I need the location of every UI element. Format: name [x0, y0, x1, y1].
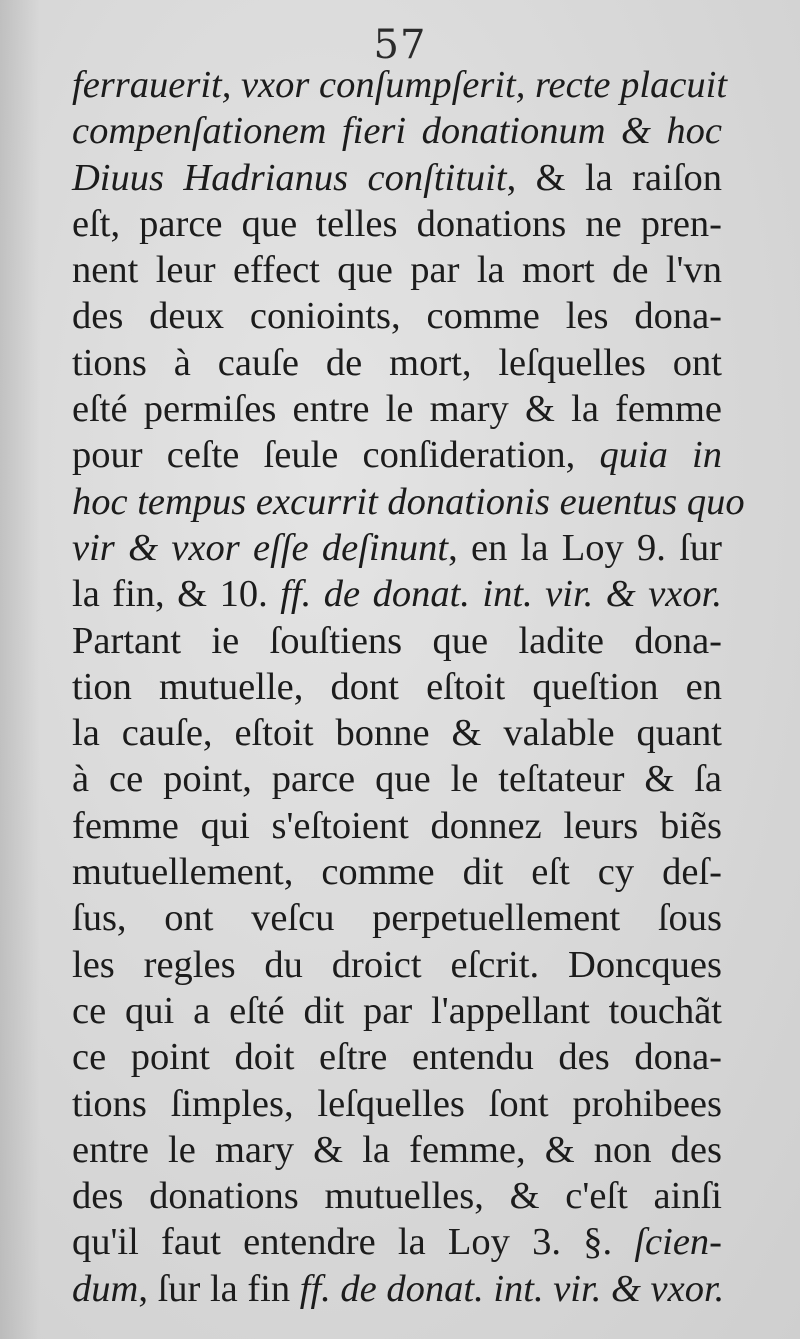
- french-text: tions à cauſe de mort, leſquelles ont: [72, 341, 722, 384]
- latin-citation: hoc tempus excurrit donationis euentus quo: [72, 480, 745, 523]
- gutter-shadow: [0, 0, 40, 1339]
- text-line: [72, 1266, 725, 1312]
- latin-citation: dum: [72, 1267, 139, 1310]
- text-line: [72, 571, 722, 617]
- text-line: [72, 849, 722, 895]
- text-line: [72, 247, 722, 293]
- french-text: ce qui a eſté dit par l'appellant touchãt: [72, 989, 722, 1032]
- text-line: [72, 1173, 722, 1219]
- french-text: Partant ie ſouſtiens que ladite dona-: [72, 619, 722, 662]
- latin-citation: ff. de donat. int. vir. & vxor.: [280, 573, 722, 616]
- french-text: entre le mary & la femme, & non des: [72, 1128, 722, 1171]
- text-line: [72, 479, 745, 525]
- text-line: [72, 62, 728, 108]
- text-line: [72, 988, 722, 1034]
- french-text: eſt, parce que telles donations ne pren-: [72, 202, 722, 245]
- text-line: [72, 1081, 722, 1127]
- text-line: [72, 618, 722, 664]
- text-line: [72, 895, 722, 941]
- french-text: des deux conioints, comme les dona-: [72, 295, 722, 338]
- text-line: [72, 108, 722, 154]
- french-text: à ce point, parce que le teſtateur & ſa: [72, 758, 722, 801]
- text-line: [72, 710, 722, 756]
- text-line: [72, 155, 722, 201]
- french-text: , en la Loy 9. ſur: [448, 526, 722, 569]
- french-text: mutuellement, comme dit eſt cy deſ-: [72, 851, 722, 894]
- latin-citation: ff. de donat. int. vir. & vxor.: [299, 1267, 725, 1310]
- french-text: tions ſimples, leſquelles ſont prohibees: [72, 1082, 722, 1125]
- latin-citation: ferrauerit, vxor conſumpſerit, recte placuit: [72, 64, 728, 106]
- text-line: [72, 293, 722, 339]
- text-line: [72, 664, 722, 710]
- french-text: nent leur effect que par la mort de l'vn: [72, 249, 722, 292]
- french-text: la cauſe, eſtoit bonne & valable quant: [72, 712, 722, 755]
- french-text: des donations mutuelles, & c'eſt ainſi: [72, 1175, 722, 1218]
- latin-citation: quia in: [599, 434, 722, 477]
- latin-citation: Diuus Hadrianus conſtituit: [72, 156, 507, 199]
- latin-citation: vir & vxor eſſe deſinunt: [72, 526, 449, 569]
- text-line: [72, 803, 722, 849]
- text-line: [72, 525, 722, 571]
- text-line: [72, 1219, 722, 1265]
- french-text: ce point doit eſtre entendu des dona-: [72, 1036, 722, 1079]
- body-text: [72, 62, 745, 1312]
- latin-citation: ſcien-: [634, 1221, 722, 1264]
- text-line: [72, 340, 722, 386]
- french-text: pour ceſte ſeule conſideration,: [72, 434, 600, 477]
- text-line: [72, 386, 722, 432]
- text-line: [72, 432, 722, 478]
- text-line: [72, 1127, 722, 1173]
- text-line: [72, 942, 722, 988]
- french-text: ſus, ont veſcu perpetuellement ſous: [72, 897, 722, 940]
- text-line: [72, 201, 722, 247]
- french-text: tion mutuelle, dont eſtoit queſtion en: [72, 665, 722, 708]
- french-text: la fin, & 10.: [72, 573, 281, 616]
- french-text: femme qui s'eſtoient donnez leurs biẽs: [72, 804, 722, 847]
- french-text: les regles du droict eſcrit. Doncques: [72, 943, 722, 986]
- french-text: , & la raiſon: [506, 156, 722, 199]
- latin-citation: compenſationem fieri donationum & hoc: [72, 110, 722, 153]
- text-line: [72, 1034, 722, 1080]
- text-line: [72, 756, 722, 802]
- french-text: , ſur la fin: [138, 1267, 300, 1310]
- page-number: 57: [373, 22, 427, 68]
- french-text: qu'il faut entendre la Loy 3. §.: [72, 1221, 635, 1264]
- french-text: eſté permiſes entre le mary & la femme: [72, 388, 722, 431]
